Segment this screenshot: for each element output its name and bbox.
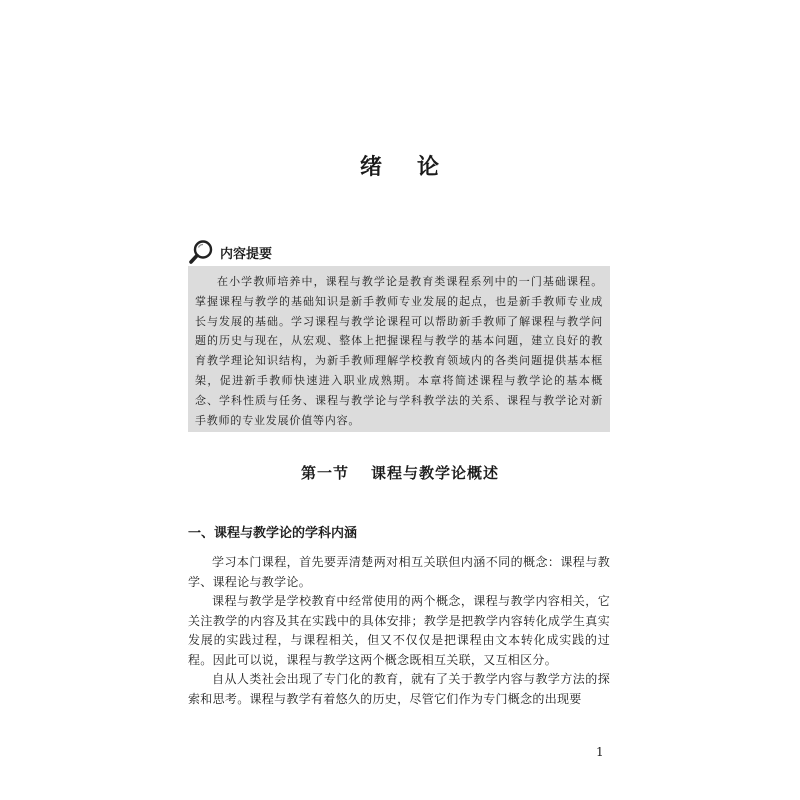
section-number: 第一节 xyxy=(300,464,349,482)
paragraph: 课程与教学是学校教育中经常使用的两个概念，课程与教学内容相关，它关注教学的内容及其在实践中的具体安排；教学是把教学内容转化成学生真实发展的实践过程，与课程相关，但又不仅仅是把课程由文本转化成实践的过程。因此可以说，课程与教学这两个概念既相互关联，又互相区分。 xyxy=(188,594,610,667)
chapter-title-char-2: 论 xyxy=(417,155,441,180)
summary-box xyxy=(188,266,610,432)
subsection-title: 一、课程与教学论的学科内涵 xyxy=(188,526,358,541)
paragraph: 学习本门课程，首先要弄清楚两对相互关联但内涵不同的概念：课程与教学、课程论与教学论。 xyxy=(188,555,610,589)
section-name: 课程与教学论概述 xyxy=(371,464,500,482)
summary-label: 内容提要 xyxy=(220,246,273,262)
summary-header xyxy=(188,238,272,266)
chapter-title-char-1: 绪 xyxy=(359,155,383,180)
magnifier-icon xyxy=(188,239,214,265)
summary-text: 在小学教师培养中，课程与教学论是教育类课程系列中的一门基础课程。掌握课程与教学的基础知识是新手教师专业发展的起点，也是新手教师专业成长与发展的基础。学习课程与教学论课程可以帮助新手教师了解课程与教学问题的历史与现在，从宏观、整体上把握课程与教学的基本问题，建立良好的教育教学理论知识结构，为新手教师理解学校教育领域内的各类问题提供基本框架，促进新手教师快速进入职业成熟期。本章将简述课程与教学论的基本概念、学科性质与任务、课程与教学论与学科教学法的关系、课程与教学论对新手教师的专业发展价值等内容。 xyxy=(195,275,603,427)
chapter-title xyxy=(0,150,800,181)
paragraph: 自从人类社会出现了专门化的教育，就有了关于教学内容与教学方法的探索和思考。课程与教学有着悠久的历史，尽管它们作为专门概念的出现要 xyxy=(188,672,610,706)
section-title xyxy=(0,462,800,483)
body-text xyxy=(188,553,610,709)
page-number: 1 xyxy=(596,745,604,759)
